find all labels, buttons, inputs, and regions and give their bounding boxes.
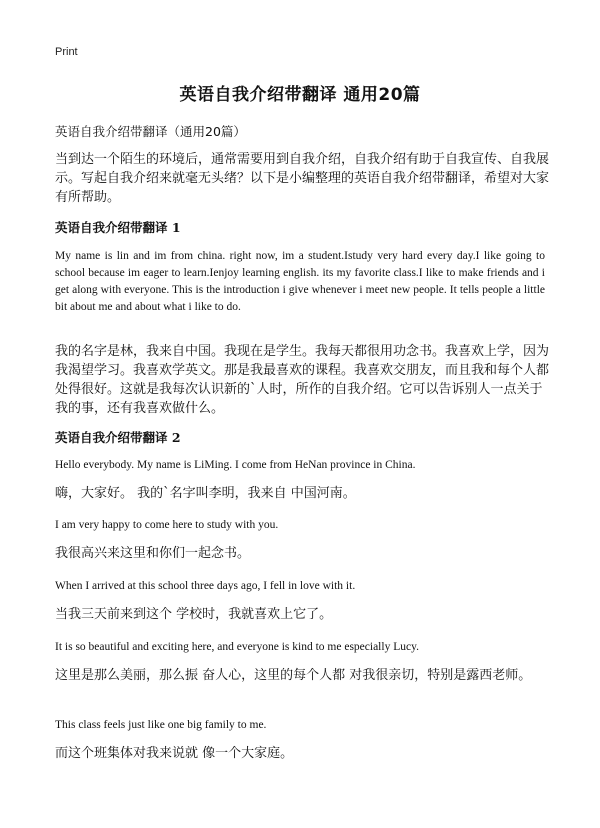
section-2-english-line: I am very happy to come here to study with you. xyxy=(55,519,279,531)
section-1-chinese-paragraph: 我的名字是林，我来自中国。我现在是学生。我每天都很用功念书。我喜欢上学，因为我渴望学习。我喜欢学英文。那是我最喜欢的课程。我喜欢交朋友，而且我和每个人都处得很好。这就是我每次认识新的`人时，所作的自我介绍。它可以告诉别人一点关于我的事，还有我喜欢做什么。 xyxy=(55,344,550,416)
section-2-heading: 英语自我介绍带翻译 2 xyxy=(55,430,181,445)
section-2-chinese-line: 嗨，大家好。 我的`名字叫李明，我来自 中国河南。 xyxy=(55,486,356,501)
section-2-english-line: When I arrived at this school three days ago, I fell in love with it. xyxy=(55,580,356,592)
section-2-english-line: Hello everybody. My name is LiMing. I come from HeNan province in China. xyxy=(55,459,416,471)
section-1-heading: 英语自我介绍带翻译 1 xyxy=(55,220,181,235)
intro-paragraph: 当到达一个陌生的环境后，通常需要用到自我介绍，自我介绍有助于自我宣传、自我展示。写起自我介绍来就毫无头绪？以下是小编整理的英语自我介绍带翻译，希望对大家有所帮助。 xyxy=(55,152,550,205)
document-subtitle: 英语自我介绍带翻译（通用20篇） xyxy=(55,124,246,139)
print-link[interactable]: Print xyxy=(55,46,78,58)
section-2-english-line: It is so beautiful and exciting here, and everyone is kind to me especially Lucy. xyxy=(55,641,419,653)
section-1-english-paragraph: My name is lin and im from china. right now, im a student.Istudy very hard every day.I like going to school because im eager to learn.Ienjoy learning english. its my favorite class.I like to make friends and i get along with everyone. This is the introduction i give whenever i meet new people. It tells people a little bit about me and about what i like to do. xyxy=(55,250,545,313)
page-title: 英语自我介绍带翻译 通用20篇 xyxy=(179,85,421,105)
section-2-chinese-line: 而这个班集体对我来说就 像一个大家庭。 xyxy=(55,746,294,761)
section-2-chinese-line: 这里是那么美丽，那么振 奋人心，这里的每个人都 对我很亲切，特别是露西老师。 xyxy=(55,668,532,683)
section-2-english-line: This class feels just like one big family to me. xyxy=(55,719,267,731)
section-2-chinese-line: 当我三天前来到这个 学校时，我就喜欢上它了。 xyxy=(55,607,333,622)
section-2-chinese-line: 我很高兴来这里和你们一起念书。 xyxy=(55,546,251,561)
